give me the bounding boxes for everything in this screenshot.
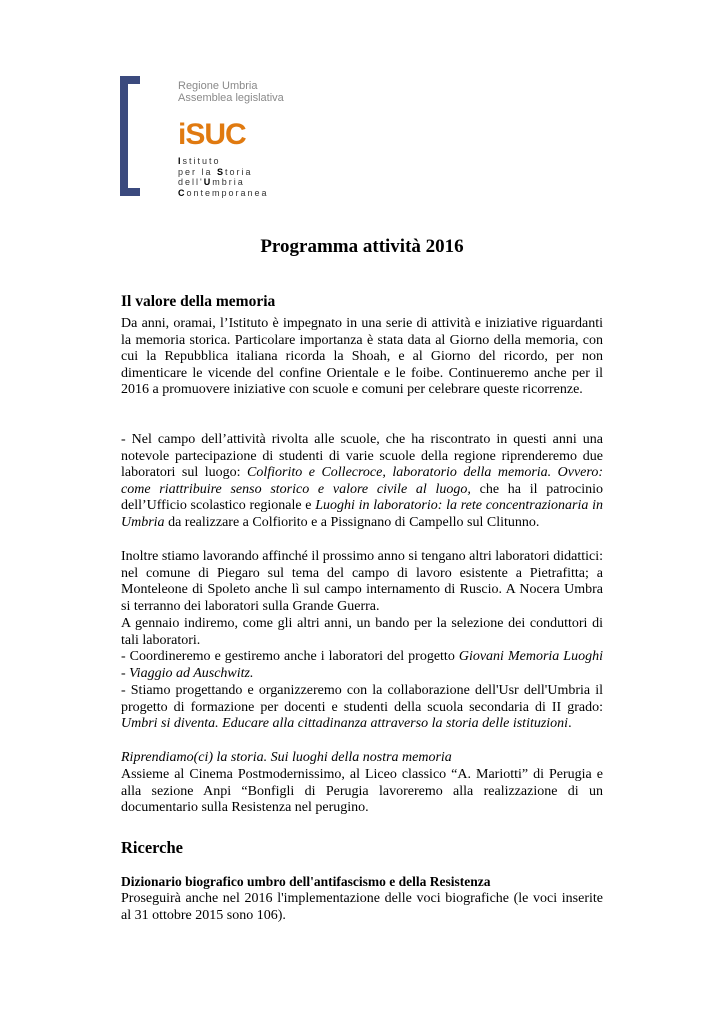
isuc-wordmark: iSUC	[178, 118, 246, 151]
bracket-mark	[120, 76, 140, 196]
paragraph-scuole: - Nel campo dell’attività rivolta alle scuole, che ha riscontrato in questi anni una notevole partecipazione di studenti di varie scuole della regione riprenderemo due laboratori sul luogo: Colfiorito e Collecroce, laboratorio della memoria. Ovvero: come riattribuire senso storico e valore civile al luogo, che ha il patrocinio dell’Ufficio scolastico regionale e Luoghi in laboratorio: la rete concentrazionaria in Umbria da realizzare a Colfiorito e a Pissignano di Campello sul Clitunno.	[121, 432, 603, 530]
paragraph-bando: A gennaio indiremo, come gli altri anni, un bando per la selezione dei conduttori di tali laboratori.	[121, 616, 603, 648]
istituto-line-4: Contemporanea	[178, 187, 269, 198]
paragraph-giovani-memoria: - Coordineremo e gestiremo anche i laboratori del progetto Giovani Memoria Luoghi - Viaggio ad Auschwitz.	[121, 649, 603, 681]
istituto-line-1: Istituto	[178, 156, 221, 166]
region-line-2: Assemblea legislativa	[178, 92, 284, 104]
subheading-dizionario: Dizionario biografico umbro dell'antifascismo e della Resistenza	[121, 874, 491, 889]
region-label	[178, 80, 284, 104]
isuc-logo	[120, 76, 300, 201]
paragraph-usr: - Stiamo progettando e organizzeremo con la collaborazione dell'Usr dell'Umbria il progetto di formazione per docenti e studenti della scuola secondaria di II grado: Umbri si diventa. Educare alla cittadinanza attraverso la storia delle istituzioni.	[121, 683, 603, 732]
region-line-1: Regione Umbria	[178, 80, 258, 92]
paragraph-riprendiamoci: Riprendiamo(ci) la storia. Sui luoghi della nostra memoria	[121, 750, 452, 765]
paragraph-laboratori: Inoltre stiamo lavorando affinché il prossimo anno si tengano altri laboratori didattici: nel comune di Piegaro sul tema del campo di lavoro esistente a Pietrafitta; a Monteleone di Spoleto anche lì sul campo internamento di Ruscio. A Nocera Umbra si terranno dei laboratori sulla Grande Guerra.	[121, 549, 603, 614]
paragraph-intro: Da anni, oramai, l’Istituto è impegnato in una serie di attività e iniziative riguardanti la memoria storica. Particolare importanza è stata data al Giorno della memoria, con cui la Repubblica italiana ricorda la Shoah, e al Giorno del ricordo, per non dimenticare le vicende del confine Orientale e le foibe. Continueremo anche per il 2016 a promuovere iniziative con scuole e comuni per celebrare queste ricorrenze.	[121, 316, 603, 398]
paragraph-dizionario: Proseguirà anche nel 2016 l'implementazione delle voci biografiche (le voci inserite al 31 ottobre 2015 sono 106).	[121, 891, 603, 923]
istituto-line-3: dell'Umbria	[178, 177, 245, 187]
page-title: Programma attività 2016	[260, 236, 464, 257]
section-heading-ricerche: Ricerche	[121, 838, 183, 857]
istituto-name	[178, 156, 269, 198]
istituto-line-2: per la Storia	[178, 166, 253, 177]
section-heading-memoria: Il valore della memoria	[121, 293, 276, 310]
paragraph-documentario: Assieme al Cinema Postmodernissimo, al Liceo classico “A. Mariotti” di Perugia e alla sezione Anpi “Bonfigli di Perugia lavoreremo alla realizzazione di un documentario sulla Resistenza nel perugino.	[121, 767, 603, 816]
